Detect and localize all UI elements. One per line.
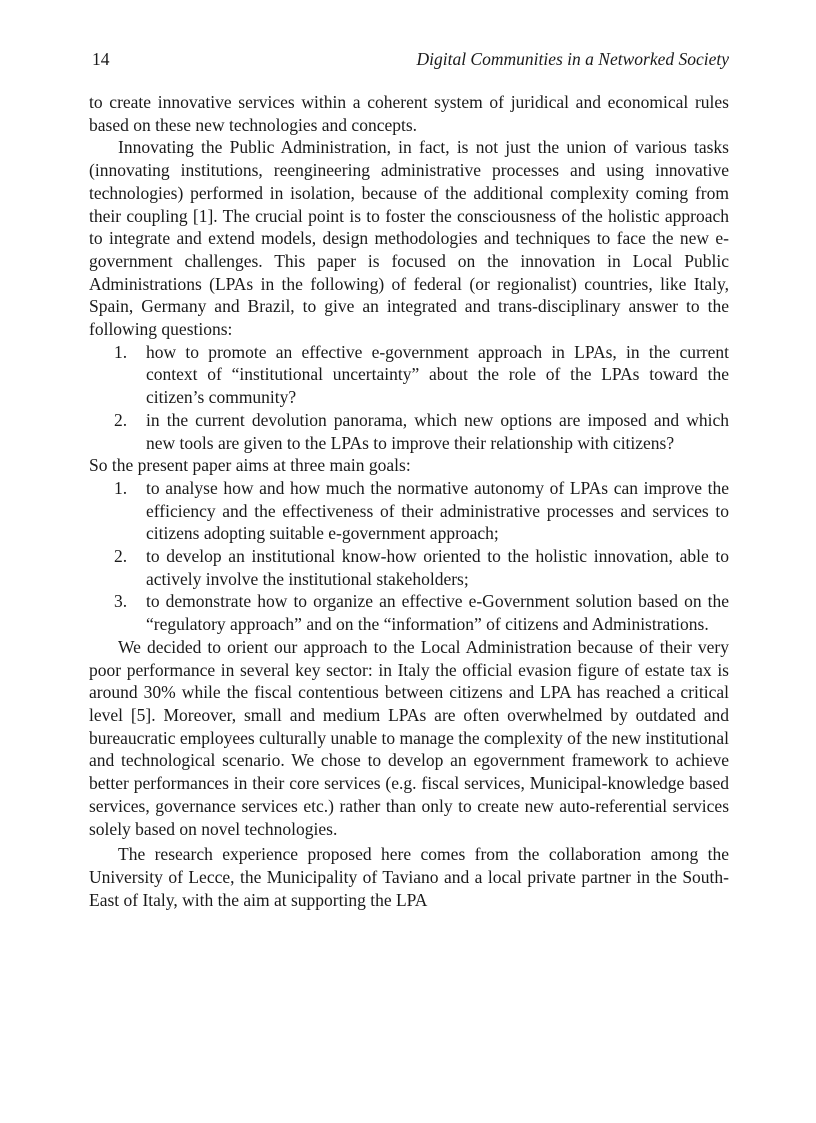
list-item-text: to develop an institutional know-how oriented to the holistic innovation, able to actively involve the institutional stakeholders; (146, 546, 729, 589)
list-number: 2. (114, 546, 128, 567)
list-item (89, 545, 729, 590)
body-text (89, 91, 729, 911)
list-item (89, 590, 729, 635)
questions-list (89, 341, 729, 455)
page-number: 14 (92, 49, 110, 69)
list-number: 3. (114, 591, 128, 612)
page-header (89, 48, 729, 70)
goals-list (89, 477, 729, 636)
running-title: Digital Communities in a Networked Society (416, 49, 729, 69)
paragraph-innovation: Innovating the Public Administration, in fact, is not just the union of various tasks (innovating institutions, reengineering administrative processes and using innovative technologies) performed in isolation, because of the additional complexity coming from their coupling [1]. The crucial point is to foster the consciousness of the holistic approach to integrate and extend models, design methodologies and techniques to face the new e-government challenges. This paper is focused on the innovation in Local Public Administrations (LPAs in the following) of federal (or regionalist) countries, like Italy, Spain, Germany and Brazil, to give an integrated and trans-disciplinary answer to the following questions: (89, 137, 729, 340)
list-item-text: to analyse how and how much the normative autonomy of LPAs can improve the efficiency and the effectiveness of their administrative processes and services to citizens adopting suitable e-government approach; (146, 477, 729, 544)
list-number: 2. (114, 409, 128, 430)
goals-intro: So the present paper aims at three main goals: (89, 455, 411, 476)
list-item-text: in the current devolution panorama, which new options are imposed and which new tools are given to the LPAs to improve their relationship with citizens? (146, 409, 729, 453)
paragraph-research-experience: The research experience proposed here comes from the collaboration among the University of Lecce, the Municipality of Taviano and a local private partner in the South-East of Italy, with the aim at supporting the LPA (89, 844, 729, 910)
list-number: 1. (114, 341, 128, 362)
list-item (89, 477, 729, 545)
list-item-text: to demonstrate how to organize an effective e-Government solution based on the “regulatory approach” and on the “information” of citizens and Administrations. (146, 591, 729, 635)
list-number: 1. (114, 477, 128, 498)
list-item (89, 341, 729, 409)
paragraph-local-administration: We decided to orient our approach to the Local Administration because of their very poor performance in several key sector: in Italy the official evasion figure of estate tax is around 30% while the fiscal contentious between citizens and LPA has reached a critical level [5]. Moreover, small and medium LPAs are often overwhelmed by outdated and bureaucratic employees culturally unable to manage the complexity of the new institutional and technological scenario. We chose to develop an egovernment framework to achieve better performances in their core services (e.g. fiscal services, Municipal-knowledge based services, governance services etc.) rather than only to create new auto-referential services solely based on novel technologies. (89, 636, 729, 839)
list-item-text: how to promote an effective e-government approach in LPAs, in the current context of “institutional uncertainty” about the role of the LPAs toward the citizen’s community? (146, 341, 729, 408)
list-item (89, 409, 729, 454)
paragraph-continuation: to create innovative services within a coherent system of juridical and economical rules based on these new technologies and concepts. (89, 92, 729, 135)
